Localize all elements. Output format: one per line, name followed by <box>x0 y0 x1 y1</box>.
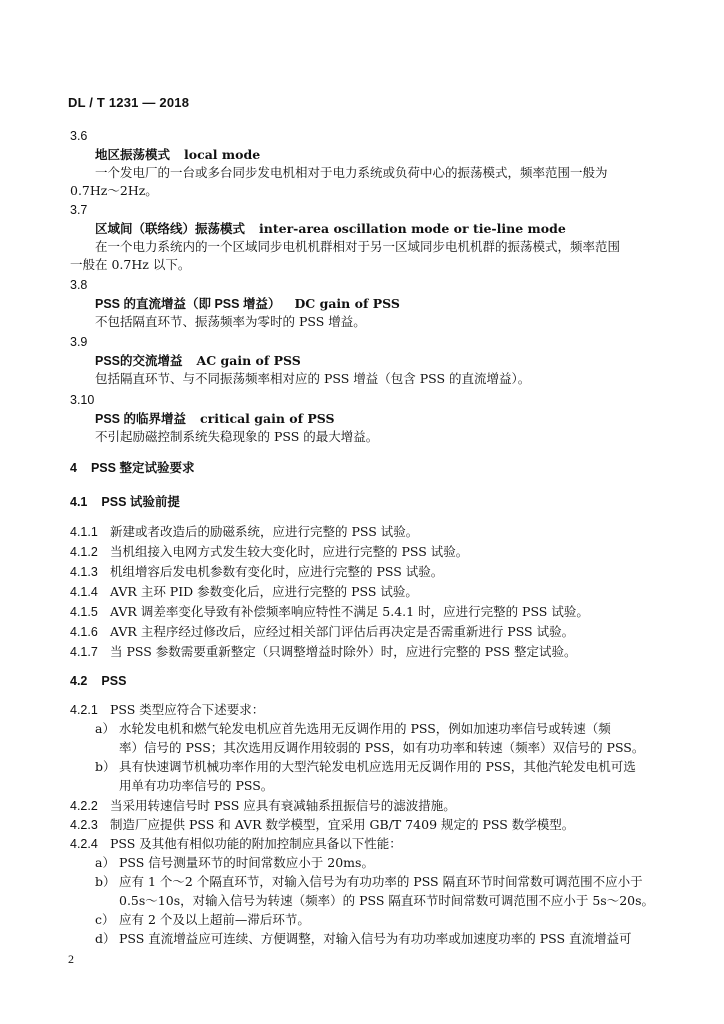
subsection-heading <box>70 494 180 510</box>
term-title-en: inter-area oscillation mode or tie-line mode <box>259 221 566 236</box>
clause-text: 当机组接入电网方式发生较大变化时，应进行完整的 PSS 试验。 <box>110 544 469 559</box>
list-marker: a） <box>95 855 115 870</box>
clause-number: 4.1.4 <box>70 585 98 599</box>
clause-item <box>70 798 456 814</box>
clause-item <box>70 564 443 580</box>
term-definition: 包括隔直环节、与不同振荡频率相对应的 PSS 增益（包含 PSS 的直流增益）。 <box>95 371 531 386</box>
term-definition: 不包括隔直环节、振荡频率为零时的 PSS 增益。 <box>95 314 366 329</box>
list-item-cont: 0.5s～10s，对输入信号为转速（频率）的 PSS 隔直环节时间常数可调范围不应小于 5s～20s。 <box>119 893 655 908</box>
list-text: PSS 信号测量环节的时间常数应小于 20ms。 <box>119 855 374 870</box>
clause-text: AVR 调差率变化导致有补偿频率响应特性不满足 5.4.1 时，应进行完整的 PSS 试验。 <box>110 604 589 619</box>
doc-number-header: DL / T 1231 — 2018 <box>68 95 190 110</box>
term-number: 3.10 <box>70 393 95 407</box>
list-item-cont: 用单有功功率信号的 PSS。 <box>119 778 274 793</box>
clause-number: 4.1.7 <box>70 645 98 659</box>
list-text: 应有 1 个～2 个隔直环节，对输入信号为有功功率的 PSS 隔直环节时间常数可调范围不应小于 <box>119 874 643 889</box>
list-item <box>95 912 310 928</box>
clause-number: 4.2.2 <box>70 799 98 813</box>
clause-text: AVR 主环 PID 参数变化后，应进行完整的 PSS 试验。 <box>110 584 418 599</box>
clause-item <box>70 544 468 560</box>
clause-number: 4.1.1 <box>70 525 98 539</box>
list-item <box>95 759 636 775</box>
term-title <box>95 296 400 312</box>
term-title-en: critical gain of PSS <box>200 411 335 426</box>
term-title-en: AC gain of PSS <box>196 353 301 368</box>
list-marker: b） <box>95 759 116 774</box>
clause-item <box>70 644 577 660</box>
list-text: PSS 直流增益应可连续、方便调整，对输入信号为有功功率或加速度功率的 PSS 直流增益可 <box>119 931 632 946</box>
term-title-cn: 区域间（联络线）振荡模式 <box>95 222 246 236</box>
clause-item <box>70 702 264 718</box>
clause-text: 当采用转速信号时 PSS 应具有衰减轴系扭振信号的滤波措施。 <box>110 798 456 813</box>
term-definition-cont: 0.7Hz～2Hz。 <box>70 183 158 198</box>
list-marker: a） <box>95 721 115 736</box>
list-marker: b） <box>95 874 116 889</box>
clause-text: 机组增容后发电机参数有变化时，应进行完整的 PSS 试验。 <box>110 564 444 579</box>
term-title-cn: PSS的交流增益 <box>95 354 183 368</box>
subsection-number: 4.1 <box>70 495 88 509</box>
subsection-number: 4.2 <box>70 674 88 688</box>
clause-number: 4.2.1 <box>70 703 98 717</box>
clause-item <box>70 817 574 833</box>
list-item <box>95 874 643 890</box>
term-title-cn: 地区振荡模式 <box>95 148 171 162</box>
subsection-heading <box>70 673 126 689</box>
clause-number: 4.1.2 <box>70 545 98 559</box>
clause-number: 4.1.3 <box>70 565 98 579</box>
term-title-cn: PSS 的直流增益（即 PSS 增益） <box>95 297 281 311</box>
list-item <box>95 855 374 871</box>
term-number: 3.6 <box>70 129 88 143</box>
section-number: 4 <box>70 461 77 475</box>
section-heading <box>70 460 194 476</box>
clause-number: 4.2.4 <box>70 837 98 851</box>
subsection-title: PSS <box>101 674 127 688</box>
clause-number: 4.1.5 <box>70 605 98 619</box>
clause-number: 4.2.3 <box>70 818 98 832</box>
list-item <box>95 721 611 737</box>
list-item <box>95 931 632 947</box>
page-number: 2 <box>68 952 74 966</box>
term-definition-cont: 一般在 0.7Hz 以下。 <box>70 257 191 272</box>
clause-text: PSS 及其他有相似功能的附加控制应具备以下性能： <box>110 836 402 851</box>
clause-text: PSS 类型应符合下述要求： <box>110 702 265 717</box>
term-title <box>95 147 260 163</box>
term-number: 3.7 <box>70 203 88 217</box>
list-text: 应有 2 个及以上超前—滞后环节。 <box>119 912 310 927</box>
clause-number: 4.1.6 <box>70 625 98 639</box>
section-title: PSS 整定试验要求 <box>90 461 195 475</box>
clause-text: 新建或者改造后的励磁系统，应进行完整的 PSS 试验。 <box>110 524 419 539</box>
list-marker: c） <box>95 912 115 927</box>
list-marker: d） <box>95 931 116 946</box>
list-text: 水轮发电机和燃气轮发电机应首先选用无反调作用的 PSS，例如加速功率信号或转速（频 <box>119 721 611 736</box>
term-title <box>95 353 301 369</box>
term-title-en: local mode <box>184 147 261 162</box>
term-definition: 不引起励磁控制系统失稳现象的 PSS 的最大增益。 <box>95 429 379 444</box>
term-number: 3.8 <box>70 278 88 292</box>
clause-item <box>70 584 418 600</box>
clause-item <box>70 836 402 852</box>
clause-item <box>70 604 589 620</box>
clause-item <box>70 524 418 540</box>
term-title-cn: PSS 的临界增益 <box>95 412 186 426</box>
clause-text: AVR 主程序经过修改后，应经过相关部门评估后再决定是否需重新进行 PSS 试验。 <box>110 624 575 639</box>
term-definition: 在一个电力系统内的一个区域同步电机机群相对于另一区域同步电机机群的振荡模式，频率范围 <box>95 239 621 254</box>
term-title <box>95 221 566 237</box>
subsection-title: PSS 试验前提 <box>101 495 180 509</box>
term-number: 3.9 <box>70 335 88 349</box>
list-text: 具有快速调节机械功率作用的大型汽轮发电机应选用无反调作用的 PSS，其他汽轮发电机可选 <box>119 759 636 774</box>
clause-text: 制造厂应提供 PSS 和 AVR 数学模型，宜采用 GB/T 7409 规定的 PSS 数学模型。 <box>110 817 575 832</box>
term-title <box>95 411 335 427</box>
clause-item <box>70 624 574 640</box>
list-item-cont: 率）信号的 PSS；其次选用反调作用较弱的 PSS，如有功功率和转速（频率）双信号的 PSS。 <box>119 740 645 755</box>
term-definition: 一个发电厂的一台或多台同步发电机相对于电力系统或负荷中心的振荡模式，频率范围一般为 <box>95 165 608 180</box>
term-title-en: DC gain of PSS <box>294 296 400 311</box>
clause-text: 当 PSS 参数需要重新整定（只调整增益时除外）时，应进行完整的 PSS 整定试验。 <box>110 644 577 659</box>
